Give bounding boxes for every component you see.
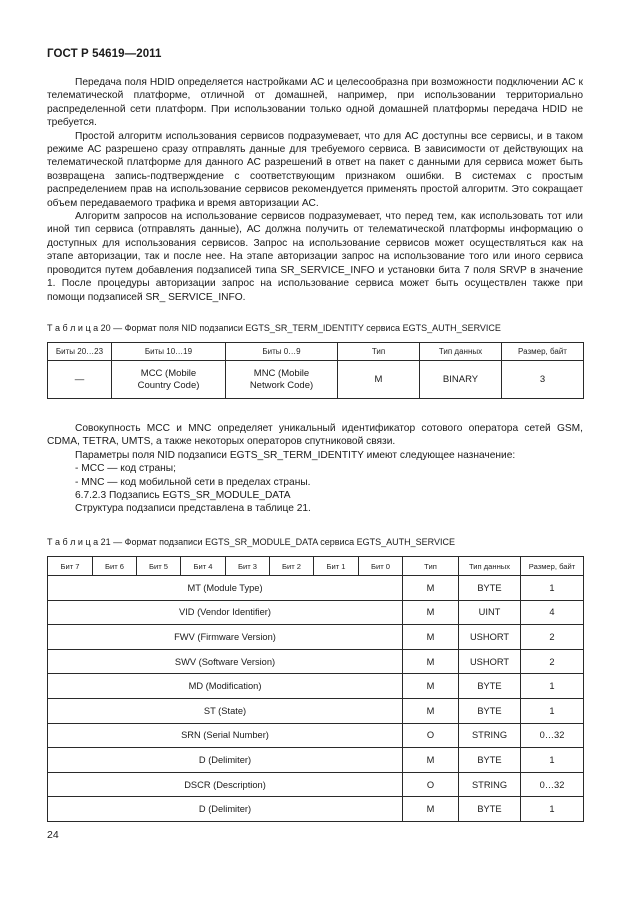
- table20-header-cell: Тип данных: [420, 343, 502, 361]
- type-cell: M: [403, 625, 459, 650]
- size-cell: 1: [521, 797, 584, 822]
- paragraph-mcc-mnc: Совокупность MCC и MNC определяет уникальный идентификатор сотового оператора сетей GSM, CDMA, TETRA, UMTS, а также некоторых операторов спутниковой связи.: [47, 423, 583, 448]
- size-cell: 2: [521, 649, 584, 674]
- field-cell: ST (State): [48, 698, 403, 723]
- paragraph-structure: Структура подзаписи представлена в таблице 21.: [75, 503, 311, 515]
- dtype-cell: USHORT: [459, 625, 521, 650]
- table20-cell: M: [338, 361, 420, 399]
- table20-cell-mcc: [112, 361, 226, 399]
- field-cell: VID (Vendor Identifier): [48, 600, 403, 625]
- type-cell: O: [403, 772, 459, 797]
- table20-cell: 3: [502, 361, 584, 399]
- table21-header-cell: Размер, байт: [521, 557, 584, 576]
- table20-header-cell: Биты 0…9: [226, 343, 338, 361]
- field-cell: MD (Modification): [48, 674, 403, 699]
- mcc-line1: MCC (Mobile: [140, 367, 197, 379]
- table20-header-cell: Размер, байт: [502, 343, 584, 361]
- table-row: [48, 625, 584, 650]
- table20-cell-mnc: [226, 361, 338, 399]
- table21-header-cell: Тип: [403, 557, 459, 576]
- size-cell: 4: [521, 600, 584, 625]
- page-number: 24: [47, 829, 59, 841]
- table20-cell: BINARY: [420, 361, 502, 399]
- size-cell: 1: [521, 674, 584, 699]
- intro-text: [47, 76, 583, 304]
- type-cell: M: [403, 748, 459, 773]
- list-item-mnc: - MNC — код мобильной сети в пределах страны.: [75, 476, 311, 488]
- paragraph-hdid: Передача поля HDID определяется настройками АС и целесообразна при возможности подключении АС к телематической платформе, отличной от домашней, например, при использовании территориально распределенной сети платформ. При использовании только одной домашней платформы передача HDID не требуется.: [47, 77, 583, 129]
- dtype-cell: STRING: [459, 772, 521, 797]
- table21-header-cell: Бит 5: [137, 557, 181, 576]
- type-cell: M: [403, 698, 459, 723]
- table21-header-cell: Бит 6: [93, 557, 137, 576]
- field-cell: SWV (Software Version): [48, 649, 403, 674]
- size-cell: 0…32: [521, 772, 584, 797]
- section-heading-6723: 6.7.2.3 Подзапись EGTS_SR_MODULE_DATA: [75, 490, 291, 502]
- table21-header-cell: Бит 3: [226, 557, 270, 576]
- dtype-cell: BYTE: [459, 797, 521, 822]
- dtype-cell: BYTE: [459, 698, 521, 723]
- field-cell: FWV (Firmware Version): [48, 625, 403, 650]
- type-cell: M: [403, 649, 459, 674]
- field-cell: D (Delimiter): [48, 748, 403, 773]
- dtype-cell: UINT: [459, 600, 521, 625]
- dtype-cell: BYTE: [459, 674, 521, 699]
- table21-header-cell: Бит 7: [48, 557, 93, 576]
- table20-row: [48, 361, 584, 399]
- field-cell: D (Delimiter): [48, 797, 403, 822]
- table20-header-cell: Биты 10…19: [112, 343, 226, 361]
- table-row: [48, 748, 584, 773]
- type-cell: M: [403, 576, 459, 601]
- table-row: [48, 576, 584, 601]
- document-header: ГОСТ Р 54619—2011: [47, 48, 162, 60]
- field-cell: MT (Module Type): [48, 576, 403, 601]
- field-cell: SRN (Serial Number): [48, 723, 403, 748]
- mcc-line2: Country Code): [137, 379, 200, 391]
- table-21: [47, 556, 584, 822]
- table-row: [48, 698, 584, 723]
- list-item-mcc: - MCC — код страны;: [75, 463, 176, 475]
- table21-caption: Т а б л и ц а 21 — Формат подзаписи EGTS_SR_MODULE_DATA сервиса EGTS_AUTH_SERVICE: [47, 537, 455, 547]
- table-row: [48, 723, 584, 748]
- table-row: [48, 772, 584, 797]
- table-20: [47, 342, 584, 399]
- table21-header-cell: Тип данных: [459, 557, 521, 576]
- table21-header-cell: Бит 1: [314, 557, 359, 576]
- type-cell: O: [403, 723, 459, 748]
- size-cell: 1: [521, 576, 584, 601]
- type-cell: M: [403, 797, 459, 822]
- table21-header-cell: Бит 4: [181, 557, 226, 576]
- dtype-cell: BYTE: [459, 748, 521, 773]
- dtype-cell: BYTE: [459, 576, 521, 601]
- size-cell: 2: [521, 625, 584, 650]
- table20-cell: —: [48, 361, 112, 399]
- size-cell: 1: [521, 748, 584, 773]
- type-cell: M: [403, 600, 459, 625]
- table20-caption: Т а б л и ц а 20 — Формат поля NID подзаписи EGTS_SR_TERM_IDENTITY сервиса EGTS_AUTH_SERVICE: [47, 323, 501, 333]
- table20-header-cell: Тип: [338, 343, 420, 361]
- table20-header-row: [48, 343, 584, 361]
- table20-header-cell: Биты 20…23: [48, 343, 112, 361]
- table21-header-cell: Бит 2: [270, 557, 314, 576]
- size-cell: 1: [521, 698, 584, 723]
- paragraph-nid-params: Параметры поля NID подзаписи EGTS_SR_TERM_IDENTITY имеют следующее назначение:: [75, 449, 516, 461]
- table-row: [48, 649, 584, 674]
- dtype-cell: STRING: [459, 723, 521, 748]
- table-row: [48, 600, 584, 625]
- dtype-cell: USHORT: [459, 649, 521, 674]
- table21-header-row: [48, 557, 584, 576]
- size-cell: 0…32: [521, 723, 584, 748]
- field-cell: DSCR (Description): [48, 772, 403, 797]
- table21-header-cell: Бит 0: [359, 557, 403, 576]
- type-cell: M: [403, 674, 459, 699]
- table-row: [48, 674, 584, 699]
- table-row: [48, 797, 584, 822]
- mnc-line1: MNC (Mobile: [253, 367, 310, 379]
- paragraph-request-algorithm: Алгоритм запросов на использование сервисов подразумевает, что перед тем, как использовать тот или иной тип сервиса (отправлять данные), АС должна получить от телематической платформы информацию о доступных для использования сервисов. Запрос на использование сервисов может осуществляться как на этапе авторизации, так и после нее. На этапе авторизации запрос на использование того или иного сервиса проводится путем добавления подзаписей типа SR_SERVICE_INFO и установки бита 7 поля SRVP в значение 1. После процедуры авторизации запрос на использование сервиса может быть осуществлен также при помощи подзаписей SR_ SERVICE_INFO.: [47, 211, 583, 303]
- paragraph-simple-algorithm: Простой алгоритм использования сервисов подразумевает, что для АС доступны все сервисы, и в таком режиме АС разрешено сразу отправлять данные для требуемого сервиса. В зависимости от действующих на телематической платформе для данного АС разрешений в ответ на пакет с данными для сервиса может быть возвращена запись-подтверждение с соответствующим признаком ошибки. В системах с простым распределением прав на использование сервисов рекомендуется применять простой алгоритм. Это сокращает объем передаваемого трафика и время авторизации АС.: [47, 130, 583, 209]
- mnc-line2: Network Code): [249, 379, 314, 391]
- mid-text: [47, 422, 583, 516]
